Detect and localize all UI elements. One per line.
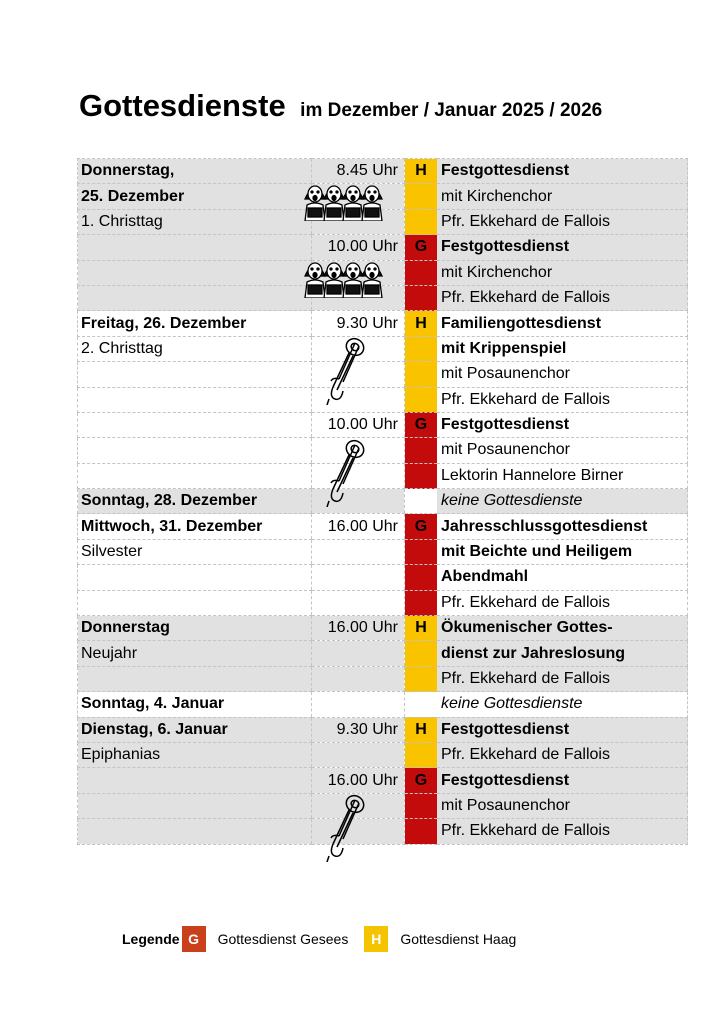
row-location-code bbox=[405, 489, 438, 514]
row-time bbox=[312, 742, 405, 767]
row-date: 25. Dezember bbox=[78, 184, 312, 209]
row-description: Festgottesdienst bbox=[437, 235, 688, 260]
row-location-code: H bbox=[405, 311, 438, 336]
row-location-code: H bbox=[405, 159, 438, 184]
row-description: Jahresschlussgottesdienst bbox=[437, 514, 688, 539]
row-time bbox=[312, 692, 405, 717]
legend-swatch-gesees: G bbox=[182, 926, 206, 952]
row-description: keine Gottesdienste bbox=[437, 692, 688, 717]
table-row bbox=[78, 565, 688, 590]
row-description: Festgottesdienst bbox=[437, 717, 688, 742]
choir-icon bbox=[303, 177, 383, 226]
title-main: Gottesdienste bbox=[79, 88, 286, 123]
row-description: Pfr. Ekkehard de Fallois bbox=[437, 742, 688, 767]
row-date: Silvester bbox=[78, 539, 312, 564]
row-description: Pfr. Ekkehard de Fallois bbox=[437, 819, 688, 844]
table-row bbox=[78, 336, 688, 361]
table-row bbox=[78, 768, 688, 793]
row-location-code bbox=[405, 565, 438, 590]
row-description: mit Krippenspiel bbox=[437, 336, 688, 361]
row-location-code: H bbox=[405, 616, 438, 641]
row-time bbox=[312, 590, 405, 615]
row-location-code bbox=[405, 641, 438, 666]
row-location-code: H bbox=[405, 717, 438, 742]
row-date bbox=[78, 590, 312, 615]
trombone-icon bbox=[325, 335, 369, 410]
row-location-code bbox=[405, 692, 438, 717]
row-date bbox=[78, 666, 312, 691]
row-date bbox=[78, 387, 312, 412]
row-location-code bbox=[405, 336, 438, 361]
row-location-code bbox=[405, 260, 438, 285]
row-time: 10.00 Uhr bbox=[312, 235, 405, 260]
row-date bbox=[78, 285, 312, 310]
row-date: 1. Christtag bbox=[78, 209, 312, 234]
row-description: mit Beichte und Heiligem bbox=[437, 539, 688, 564]
table-row bbox=[78, 412, 688, 437]
row-time: 8.45 Uhr bbox=[312, 159, 405, 184]
row-time bbox=[312, 641, 405, 666]
row-date: Donnerstag bbox=[78, 616, 312, 641]
row-location-code: G bbox=[405, 514, 438, 539]
table-row bbox=[78, 438, 688, 463]
row-location-code bbox=[405, 209, 438, 234]
row-date bbox=[78, 565, 312, 590]
row-location-code bbox=[405, 463, 438, 488]
row-location-code bbox=[405, 184, 438, 209]
row-location-code bbox=[405, 819, 438, 844]
table-row bbox=[78, 793, 688, 818]
table-row bbox=[78, 717, 688, 742]
table-row bbox=[78, 641, 688, 666]
row-date bbox=[78, 463, 312, 488]
table-row bbox=[78, 590, 688, 615]
choir-icon bbox=[303, 254, 383, 303]
row-date bbox=[78, 412, 312, 437]
legend-swatch-haag: H bbox=[364, 926, 388, 952]
table-row bbox=[78, 666, 688, 691]
row-date: Dienstag, 6. Januar bbox=[78, 717, 312, 742]
table-row bbox=[78, 819, 688, 844]
table-row bbox=[78, 387, 688, 412]
table-row bbox=[78, 362, 688, 387]
title-sub: im Dezember / Januar 2025 / 2026 bbox=[300, 100, 603, 121]
row-date: Sonntag, 28. Dezember bbox=[78, 489, 312, 514]
row-location-code: G bbox=[405, 235, 438, 260]
row-time: 16.00 Uhr bbox=[312, 514, 405, 539]
table-row bbox=[78, 489, 688, 514]
row-date: Sonntag, 4. Januar bbox=[78, 692, 312, 717]
row-description: Festgottesdienst bbox=[437, 412, 688, 437]
legend bbox=[122, 926, 532, 952]
row-description: keine Gottesdienste bbox=[437, 489, 688, 514]
table-row bbox=[78, 463, 688, 488]
row-description: dienst zur Jahreslosung bbox=[437, 641, 688, 666]
row-date bbox=[78, 768, 312, 793]
row-date bbox=[78, 260, 312, 285]
row-description: Pfr. Ekkehard de Fallois bbox=[437, 387, 688, 412]
row-location-code bbox=[405, 590, 438, 615]
row-location-code bbox=[405, 438, 438, 463]
table-row bbox=[78, 692, 688, 717]
row-location-code bbox=[405, 666, 438, 691]
row-description: mit Posaunenchor bbox=[437, 438, 688, 463]
row-description: mit Posaunenchor bbox=[437, 362, 688, 387]
row-date: Epiphanias bbox=[78, 742, 312, 767]
row-description: Pfr. Ekkehard de Fallois bbox=[437, 285, 688, 310]
row-time bbox=[312, 565, 405, 590]
row-date bbox=[78, 362, 312, 387]
table-row bbox=[78, 539, 688, 564]
row-location-code bbox=[405, 285, 438, 310]
row-date: Neujahr bbox=[78, 641, 312, 666]
table-row bbox=[78, 311, 688, 336]
trombone-icon bbox=[325, 792, 369, 867]
row-location-code: G bbox=[405, 768, 438, 793]
row-time: 10.00 Uhr bbox=[312, 412, 405, 437]
row-time: 9.30 Uhr bbox=[312, 311, 405, 336]
row-date: Freitag, 26. Dezember bbox=[78, 311, 312, 336]
row-date bbox=[78, 235, 312, 260]
row-date: Mittwoch, 31. Dezember bbox=[78, 514, 312, 539]
legend-title: Legende bbox=[122, 931, 180, 947]
row-location-code bbox=[405, 362, 438, 387]
legend-label-gesees: Gottesdienst Gesees bbox=[217, 931, 349, 947]
row-description: Lektorin Hannelore Birner bbox=[437, 463, 688, 488]
row-date bbox=[78, 793, 312, 818]
table-row bbox=[78, 742, 688, 767]
row-date bbox=[78, 819, 312, 844]
row-description: Festgottesdienst bbox=[437, 768, 688, 793]
row-time: 16.00 Uhr bbox=[312, 616, 405, 641]
row-date bbox=[78, 438, 312, 463]
row-description: mit Kirchenchor bbox=[437, 184, 688, 209]
table-row bbox=[78, 514, 688, 539]
row-location-code bbox=[405, 742, 438, 767]
row-description: mit Kirchenchor bbox=[437, 260, 688, 285]
row-description: Pfr. Ekkehard de Fallois bbox=[437, 209, 688, 234]
row-description: Ökumenischer Gottes- bbox=[437, 616, 688, 641]
row-description: Pfr. Ekkehard de Fallois bbox=[437, 666, 688, 691]
row-time: 16.00 Uhr bbox=[312, 768, 405, 793]
row-location-code bbox=[405, 387, 438, 412]
row-location-code: G bbox=[405, 412, 438, 437]
table-row bbox=[78, 616, 688, 641]
row-description: mit Posaunenchor bbox=[437, 793, 688, 818]
trombone-icon bbox=[325, 437, 369, 512]
row-description: Familiengottesdienst bbox=[437, 311, 688, 336]
row-date: 2. Christtag bbox=[78, 336, 312, 361]
row-time bbox=[312, 539, 405, 564]
row-time: 9.30 Uhr bbox=[312, 717, 405, 742]
page-title bbox=[79, 88, 602, 124]
row-location-code bbox=[405, 539, 438, 564]
row-description: Pfr. Ekkehard de Fallois bbox=[437, 590, 688, 615]
row-description: Festgottesdienst bbox=[437, 159, 688, 184]
row-time bbox=[312, 666, 405, 691]
row-description: Abendmahl bbox=[437, 565, 688, 590]
legend-label-haag: Gottesdienst Haag bbox=[400, 931, 517, 947]
row-date: Donnerstag, bbox=[78, 159, 312, 184]
row-location-code bbox=[405, 793, 438, 818]
